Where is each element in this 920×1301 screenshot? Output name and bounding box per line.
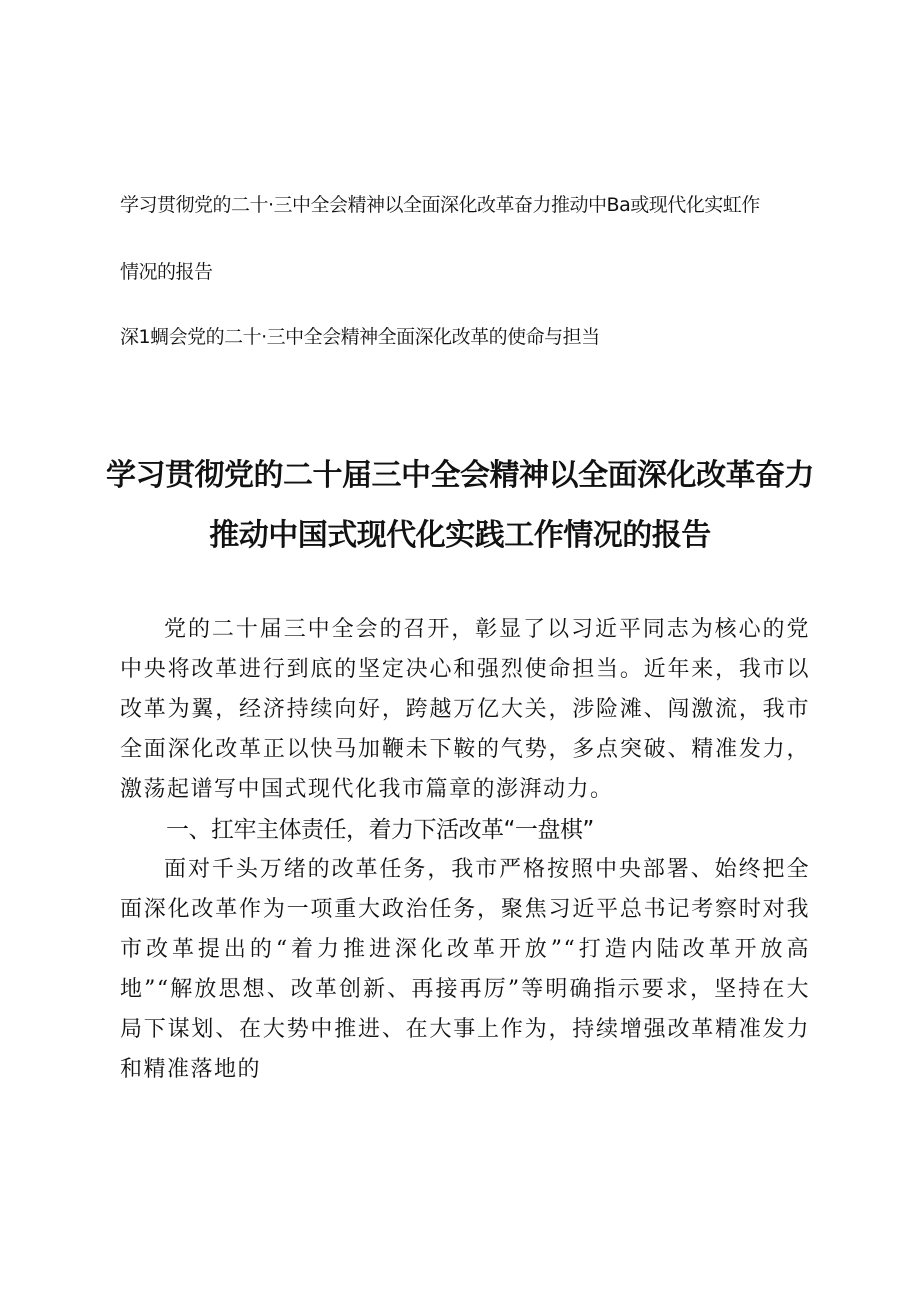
section-paragraph: 面对千头万绪的改革任务，我市严格按照中央部署、始终把全面深化改革作为一项重大政治任务，聚焦习近平总书记考察时对我市改革提出的“着力推进深化改革开放”“打造内陆改革开放高地”“解放思想、改革创新、再接再厉”等明确指示要求，坚持在大局下谋划、在大势中推进、在大事上作为，持续增强改革精准发力和精准落地的: [120, 857, 810, 1082]
toc-entry-2: 深1蜩会党的二十·三中全会精神全面深化改革的使命与担当: [120, 326, 600, 348]
toc-entry-1-continued: 情况的报告: [120, 261, 213, 283]
document-body: [120, 610, 810, 1090]
title-line-2: 推动中国式现代化实践工作情况的报告: [209, 518, 711, 553]
section-heading: 一、扛牢主体责任，着力下活改革“一盘棋”: [166, 817, 594, 843]
toc-entry-1: 学习贯彻党的二十·三中全会精神以全面深化改革奋力推动中Ba或现代化实虹作: [120, 194, 760, 216]
title-line-1: 学习贯彻党的二十届三中全会精神以全面深化改革奋力: [106, 458, 814, 493]
intro-paragraph: 党的二十届三中全会的召开，彰显了以习近平同志为核心的党中央将改革进行到底的坚定决心和强烈使命担当。近年来，我市以改革为翼，经济持续向好，跨越万亿大关，涉险滩、闯激流，我市全面深化改革正以快马加鞭未下鞍的气势，多点突破、精准发力，激荡起谱写中国式现代化我市篇章的澎湃动力。: [120, 617, 810, 802]
